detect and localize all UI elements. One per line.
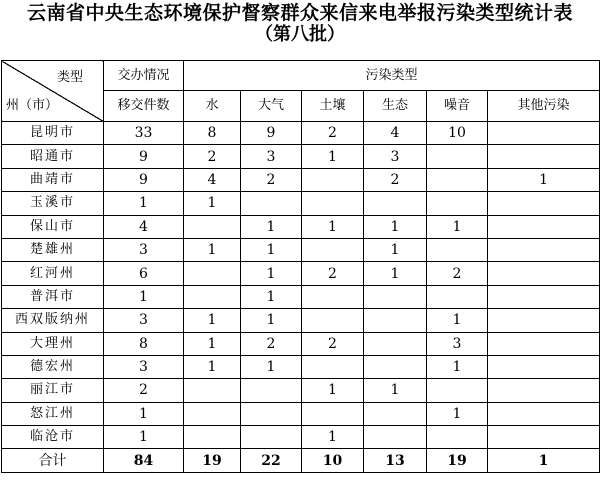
count-cell: 2 — [302, 332, 364, 355]
city-name-cell: 丽江市 — [2, 379, 104, 402]
column-header-soil: 土壤 — [302, 91, 364, 122]
table-row — [2, 285, 600, 308]
city-name-cell: 曲靖市 — [2, 168, 104, 191]
table-row — [2, 145, 600, 168]
count-cell — [184, 262, 241, 285]
count-cell: 4 — [104, 215, 184, 238]
count-cell: 1 — [184, 238, 241, 261]
total-count-cell: 1 — [488, 449, 600, 472]
count-cell — [364, 309, 427, 332]
count-cell: 33 — [104, 122, 184, 145]
count-cell: 1 — [241, 238, 302, 261]
count-cell: 2 — [104, 379, 184, 402]
table-row — [2, 262, 600, 285]
corner-type-label: 类型 — [56, 70, 83, 85]
count-cell — [364, 426, 427, 449]
count-cell — [427, 426, 488, 449]
count-cell — [241, 379, 302, 402]
table-row — [2, 238, 600, 261]
table-row — [2, 168, 600, 191]
count-cell — [488, 355, 600, 378]
document-title: 云南省中央生态环境保护督察群众来信来电举报污染类型统计表 — [26, 2, 573, 24]
city-name-cell: 德宏州 — [2, 355, 104, 378]
count-cell: 2 — [241, 332, 302, 355]
count-cell: 2 — [302, 122, 364, 145]
count-cell: 4 — [364, 122, 427, 145]
column-header-noise: 噪音 — [427, 91, 488, 122]
count-cell — [364, 402, 427, 425]
count-cell: 8 — [104, 332, 184, 355]
table-row — [2, 215, 600, 238]
table-row — [2, 332, 600, 355]
header-row-groups — [2, 61, 600, 91]
count-cell: 2 — [427, 262, 488, 285]
count-cell: 2 — [241, 168, 302, 191]
table-row — [2, 192, 600, 215]
count-cell: 3 — [427, 332, 488, 355]
count-cell — [488, 426, 600, 449]
count-cell — [488, 332, 600, 355]
count-cell: 1 — [184, 355, 241, 378]
table-row — [2, 309, 600, 332]
count-cell: 1 — [184, 332, 241, 355]
count-cell — [364, 355, 427, 378]
document-subtitle: （第八批） — [255, 24, 345, 45]
total-row — [2, 449, 600, 472]
count-cell: 9 — [241, 122, 302, 145]
count-cell — [364, 285, 427, 308]
count-cell: 1 — [104, 285, 184, 308]
count-cell: 2 — [302, 262, 364, 285]
count-cell: 3 — [104, 355, 184, 378]
count-cell: 3 — [104, 309, 184, 332]
count-cell — [364, 192, 427, 215]
total-count-cell: 19 — [427, 449, 488, 472]
table-row — [2, 426, 600, 449]
transfer-group-header: 交办情况 — [104, 61, 184, 91]
count-cell: 1 — [488, 168, 600, 191]
count-cell — [427, 238, 488, 261]
total-count-cell: 84 — [104, 449, 184, 472]
count-cell — [427, 192, 488, 215]
count-cell — [427, 285, 488, 308]
column-header-air: 大气 — [241, 91, 302, 122]
count-cell: 1 — [104, 192, 184, 215]
city-name-cell: 临沧市 — [2, 426, 104, 449]
column-header-ecology: 生态 — [364, 91, 427, 122]
count-cell — [302, 238, 364, 261]
count-cell — [184, 215, 241, 238]
count-cell: 3 — [364, 145, 427, 168]
city-name-cell: 玉溪市 — [2, 192, 104, 215]
count-cell — [488, 402, 600, 425]
count-cell — [427, 168, 488, 191]
count-cell: 1 — [427, 309, 488, 332]
count-cell: 1 — [427, 402, 488, 425]
count-cell: 1 — [302, 215, 364, 238]
count-cell — [488, 192, 600, 215]
count-cell — [488, 215, 600, 238]
count-cell: 9 — [104, 168, 184, 191]
city-name-cell: 保山市 — [2, 215, 104, 238]
count-cell — [427, 379, 488, 402]
table-body — [2, 122, 600, 473]
count-cell: 1 — [364, 379, 427, 402]
count-cell — [241, 426, 302, 449]
corner-header-cell — [2, 61, 104, 122]
city-name-cell: 楚雄州 — [2, 238, 104, 261]
count-cell: 1 — [302, 145, 364, 168]
count-cell — [302, 168, 364, 191]
column-header-other-pollution: 其他污染 — [488, 91, 600, 122]
count-cell: 3 — [104, 238, 184, 261]
table-row — [2, 379, 600, 402]
count-cell: 1 — [364, 238, 427, 261]
count-cell — [427, 145, 488, 168]
count-cell — [488, 122, 600, 145]
count-cell — [241, 192, 302, 215]
city-name-cell: 普洱市 — [2, 285, 104, 308]
corner-city-label: 州（市） — [6, 98, 59, 113]
count-cell — [302, 402, 364, 425]
count-cell — [241, 402, 302, 425]
total-count-cell: 10 — [302, 449, 364, 472]
count-cell: 1 — [104, 402, 184, 425]
count-cell: 1 — [104, 426, 184, 449]
city-name-cell: 红河州 — [2, 262, 104, 285]
count-cell — [302, 192, 364, 215]
city-name-cell: 西双版纳州 — [2, 309, 104, 332]
count-cell: 3 — [241, 145, 302, 168]
total-label-cell: 合计 — [2, 449, 104, 472]
count-cell: 1 — [241, 215, 302, 238]
table-row — [2, 402, 600, 425]
total-count-cell: 22 — [241, 449, 302, 472]
city-name-cell: 昭通市 — [2, 145, 104, 168]
count-cell: 10 — [427, 122, 488, 145]
count-cell — [488, 262, 600, 285]
count-cell — [488, 145, 600, 168]
column-header-water: 水 — [184, 91, 241, 122]
count-cell: 4 — [184, 168, 241, 191]
count-cell: 1 — [364, 262, 427, 285]
count-cell — [488, 379, 600, 402]
count-cell: 1 — [241, 355, 302, 378]
count-cell: 1 — [241, 285, 302, 308]
count-cell: 1 — [364, 215, 427, 238]
table-row — [2, 355, 600, 378]
total-count-cell: 13 — [364, 449, 427, 472]
table-row — [2, 122, 600, 145]
pollution-statistics-table — [1, 60, 600, 473]
count-cell: 2 — [364, 168, 427, 191]
count-cell: 2 — [184, 145, 241, 168]
count-cell: 1 — [302, 379, 364, 402]
count-cell — [184, 402, 241, 425]
count-cell: 9 — [104, 145, 184, 168]
count-cell — [488, 309, 600, 332]
count-cell: 8 — [184, 122, 241, 145]
count-cell — [184, 285, 241, 308]
count-cell — [302, 309, 364, 332]
count-cell: 1 — [427, 355, 488, 378]
count-cell — [184, 426, 241, 449]
count-cell: 1 — [427, 215, 488, 238]
pollution-group-header: 污染类型 — [184, 61, 600, 91]
count-cell: 1 — [302, 426, 364, 449]
count-cell — [364, 332, 427, 355]
column-header-transferred-count: 移交件数 — [104, 91, 184, 122]
count-cell: 1 — [241, 262, 302, 285]
count-cell — [488, 285, 600, 308]
city-name-cell: 怒江州 — [2, 402, 104, 425]
count-cell: 1 — [184, 192, 241, 215]
city-name-cell: 昆明市 — [2, 122, 104, 145]
count-cell — [184, 379, 241, 402]
total-count-cell: 19 — [184, 449, 241, 472]
count-cell: 1 — [184, 309, 241, 332]
city-name-cell: 大理州 — [2, 332, 104, 355]
count-cell — [302, 285, 364, 308]
count-cell — [302, 355, 364, 378]
count-cell: 6 — [104, 262, 184, 285]
count-cell — [488, 238, 600, 261]
count-cell: 1 — [241, 309, 302, 332]
